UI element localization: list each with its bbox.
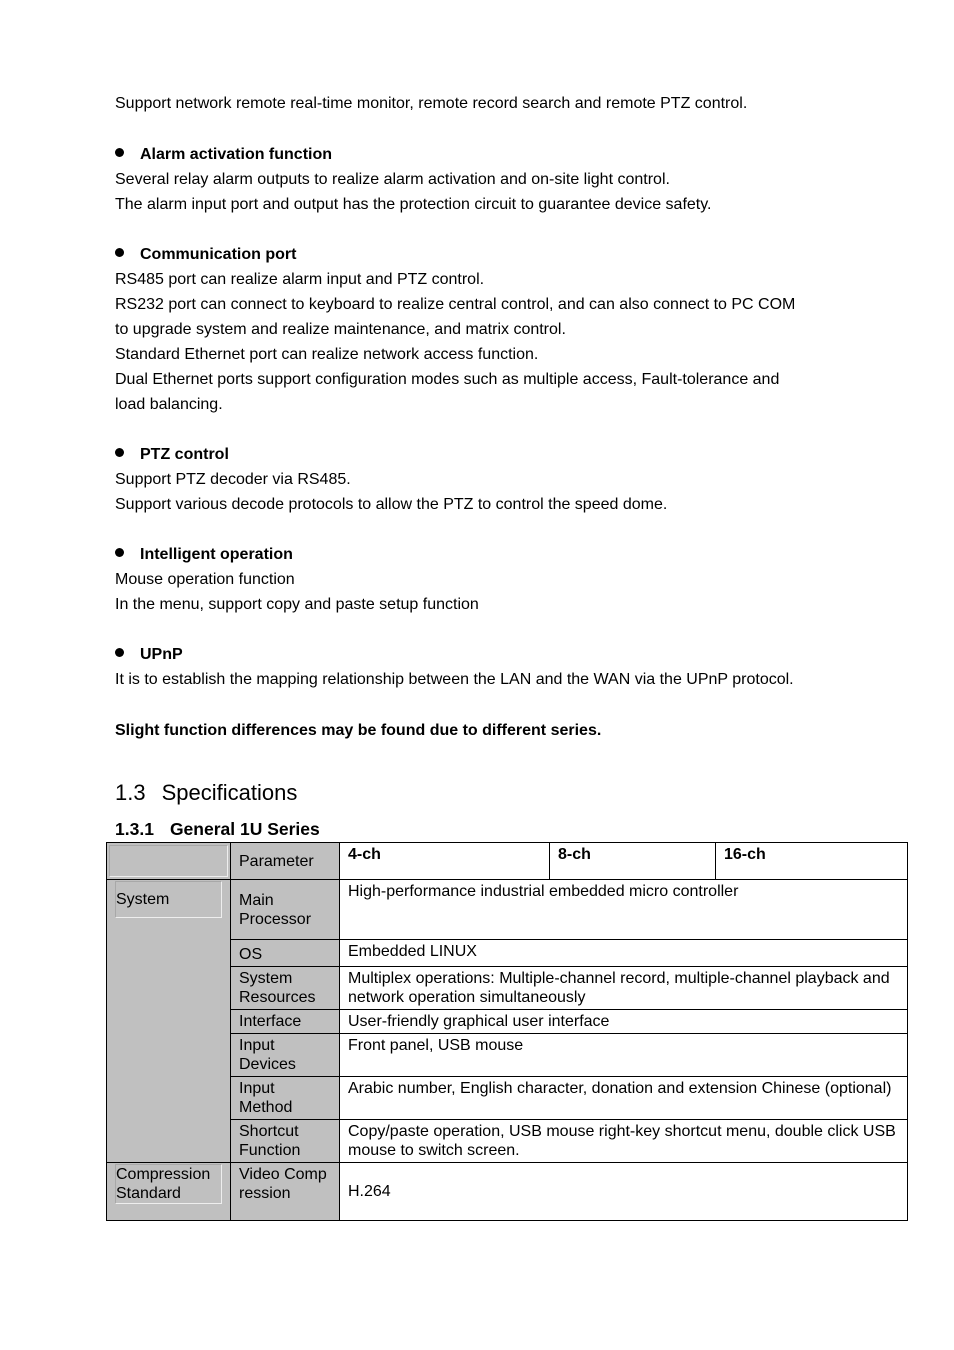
bullet-icon: [115, 648, 124, 657]
value-cell: Arabic number, English character, donation and extension Chinese (optional): [340, 1077, 908, 1120]
body-text: RS485 port can realize alarm input and PTZ control.: [115, 271, 485, 288]
body-text: load balancing.: [115, 396, 223, 413]
section-heading: 1.3 Specifications: [115, 780, 298, 805]
series-note: Slight function differences may be found due to different series.: [115, 722, 602, 739]
value-cell: Embedded LINUX: [340, 940, 908, 967]
header-8ch: 8-ch: [550, 843, 716, 880]
param-cell: Input Method: [231, 1077, 340, 1120]
group-compression: Compression Standard: [107, 1163, 231, 1221]
body-text: Support PTZ decoder via RS485.: [115, 471, 351, 488]
body-text: In the menu, support copy and paste setup function: [115, 596, 479, 613]
body-text: RS232 port can connect to keyboard to realize central control, and can also connect to PC COM: [115, 296, 796, 313]
body-text: Mouse operation function: [115, 571, 295, 588]
body-text: The alarm input port and output has the protection circuit to guarantee device safety.: [115, 196, 712, 213]
subsection-heading: 1.3.1 General 1U Series: [115, 819, 320, 839]
param-cell: System Resources: [231, 967, 340, 1010]
table-row: [107, 880, 908, 940]
param-cell: Main Processor: [231, 880, 340, 940]
section-title-ptz: PTZ control: [115, 442, 229, 467]
group-system: System: [107, 880, 231, 1163]
value-cell: User-friendly graphical user interface: [340, 1010, 908, 1034]
value-cell: High-performance industrial embedded micro controller: [340, 880, 908, 940]
value-cell: Copy/paste operation, USB mouse right-key shortcut menu, double click USB mouse to switch screen.: [340, 1120, 908, 1163]
param-cell: Video Compression: [231, 1163, 340, 1221]
section-title-alarm: Alarm activation function: [115, 142, 332, 167]
body-text: It is to establish the mapping relationship between the LAN and the WAN via the UPnP protocol.: [115, 671, 794, 688]
section-title-upnp: UPnP: [115, 642, 183, 667]
header-4ch: 4-ch: [340, 843, 550, 880]
param-cell: Interface: [231, 1010, 340, 1034]
body-text: to upgrade system and realize maintenance, and matrix control.: [115, 321, 566, 338]
param-cell: Input Devices: [231, 1034, 340, 1077]
body-text: Dual Ethernet ports support configuration modes such as multiple access, Fault-tolerance and: [115, 371, 780, 388]
table-header-row: [107, 843, 908, 880]
bullet-icon: [115, 548, 124, 557]
bullet-icon: [115, 148, 124, 157]
spec-table: [106, 842, 908, 1221]
value-cell: H.264: [340, 1163, 908, 1221]
value-cell: Multiplex operations: Multiple-channel record, multiple-channel playback and network operation simultaneously: [340, 967, 908, 1010]
intro-text: Support network remote real-time monitor, remote record search and remote PTZ control.: [115, 95, 748, 112]
bullet-icon: [115, 448, 124, 457]
header-parameter: Parameter: [231, 843, 340, 880]
bullet-icon: [115, 248, 124, 257]
value-cell: Front panel, USB mouse: [340, 1034, 908, 1077]
table-corner-cell: [107, 843, 231, 880]
body-text: Several relay alarm outputs to realize alarm activation and on-site light control.: [115, 171, 670, 188]
header-16ch: 16-ch: [716, 843, 908, 880]
section-title-communication: Communication port: [115, 242, 296, 267]
section-title-intelligent: Intelligent operation: [115, 542, 293, 567]
body-text: Standard Ethernet port can realize network access function.: [115, 346, 539, 363]
param-cell: OS: [231, 940, 340, 967]
param-cell: Shortcut Function: [231, 1120, 340, 1163]
body-text: Support various decode protocols to allow the PTZ to control the speed dome.: [115, 496, 668, 513]
table-row: [107, 1163, 908, 1221]
